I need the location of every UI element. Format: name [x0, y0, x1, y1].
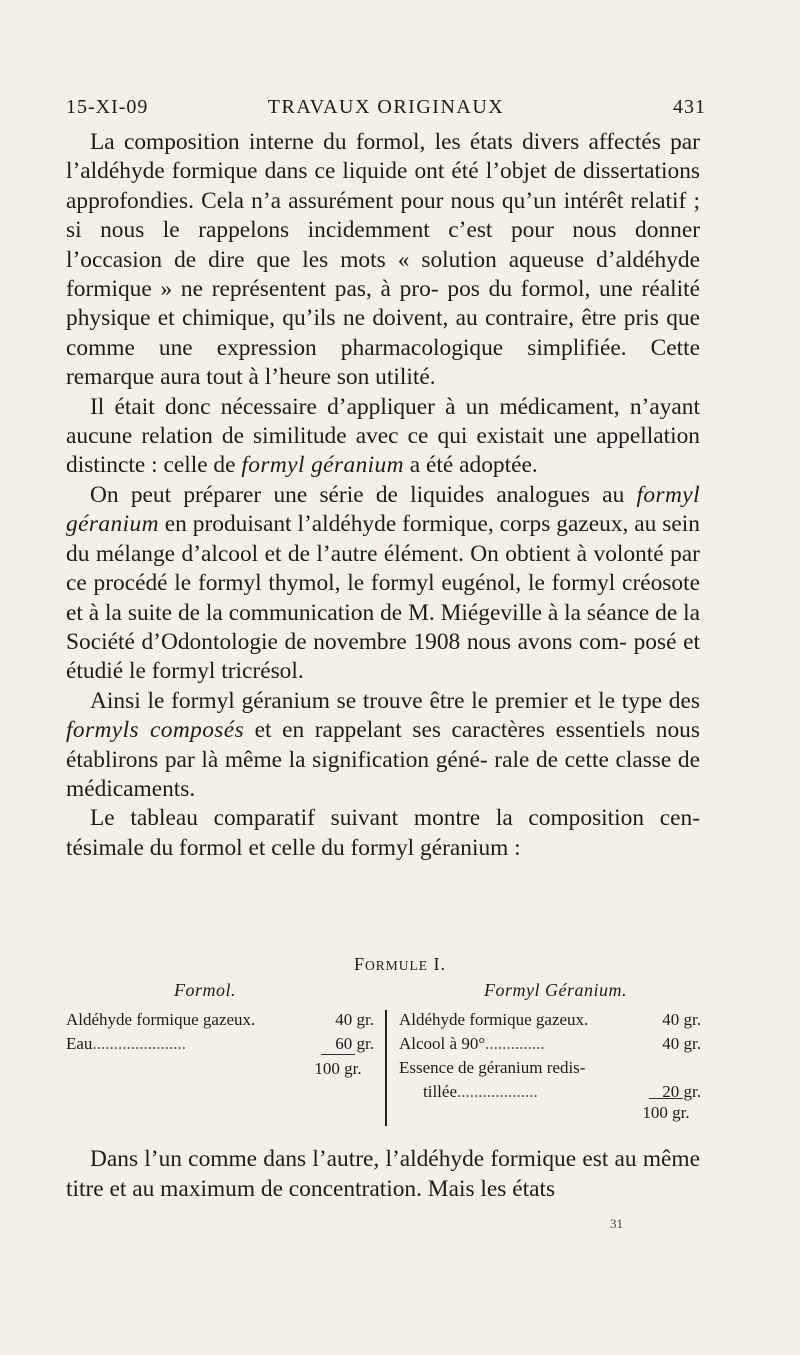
text-line: essentiels nous établirons par là même la signification géné- [66, 717, 700, 773]
text-line: type des [621, 687, 700, 714]
paragraph-5 [66, 804, 700, 863]
text-line: dissertations approfondies. Cela n’a assurément pour nous [66, 158, 700, 214]
text-line: pos du formol, une réalité physique et chimique, qu’ils ne [66, 276, 700, 332]
ingredient-value: 40 gr. [335, 1010, 374, 1029]
text-line: Le tableau comparatif suivant montre la composition cen- [90, 805, 700, 832]
text-line: rale de cette classe de médicaments. [66, 746, 701, 802]
text-line: élément. On obtient à volonté par ce procédé le formyl [66, 540, 700, 597]
paragraph-1 [66, 128, 700, 393]
formula-title-number: I. [433, 954, 446, 974]
formula-title-initial: F [353, 954, 365, 974]
header-date: 15-XI-09 [66, 96, 149, 118]
table-row [399, 1032, 701, 1056]
text-line: Ainsi le formyl géranium se trouve être le premier et le [90, 687, 615, 714]
ingredient-value: 60 gr. [335, 1034, 374, 1053]
total-value: 100 gr. [314, 1059, 362, 1078]
leader-dots: ...................... [92, 1034, 186, 1053]
paragraph-3 [66, 481, 700, 687]
table-row [66, 1008, 374, 1032]
text-line: en produisant l’aldéhyde formique, [158, 511, 494, 538]
paragraph-2 [66, 393, 700, 481]
total-rule [321, 1054, 355, 1055]
header-title: TRAVAUX ORIGINAUX [267, 96, 505, 118]
text-line: de la communication de M. Miégeville à la séance de la [177, 599, 700, 626]
text-line: adoptée. [459, 452, 538, 479]
leader-dots: .............. [485, 1034, 545, 1053]
text-line: même titre et au maximum de concentration. Mais les états [66, 1146, 700, 1202]
italic-term: formyl géranium [241, 452, 404, 479]
text-line: pharmacologique simplifiée. Cette remarque aura tout à [66, 334, 700, 391]
text-line: tésimale du formol et celle du formyl géranium : [66, 834, 521, 861]
ingredient-label: Aldéhyde formique gazeux. [399, 1010, 589, 1029]
text-line: par l’aldéhyde formique dans ce liquide ont été l’objet de [66, 129, 700, 185]
running-header [66, 96, 706, 126]
ingredient-label: Eau [66, 1034, 93, 1053]
ingredient-value: 20 gr. [662, 1082, 701, 1101]
total-rule [649, 1098, 683, 1099]
ingredient-label: Essence de géranium redis- [399, 1058, 586, 1077]
italic-term: formyls composés [66, 717, 245, 744]
text-line: qu’un intérêt relatif ; si nous le rappelons incidemment c’est [66, 187, 700, 244]
ingredient-value: 40 gr. [662, 1034, 701, 1053]
table-row [399, 1056, 701, 1080]
leader-dots: ................... [456, 1082, 538, 1101]
text-line: On peut préparer une série de liquides analogues au [90, 481, 625, 508]
text-line: Dans l’un comme dans l’autre, l’aldéhyde formique est au [90, 1146, 637, 1172]
ingredient-label: Aldéhyde formique gazeux. [66, 1010, 256, 1029]
text-line: a été [403, 452, 454, 479]
ingredient-label: Alcool à 90° [399, 1034, 486, 1053]
italic-term: formyl géranium [66, 481, 700, 538]
geranium-total [630, 1098, 702, 1123]
paragraph-4 [66, 687, 700, 805]
geranium-heading: Formyl Géranium. [484, 980, 627, 1000]
text-line: corps gazeux, au sein du mélange d’alcool et de l’autre [66, 511, 700, 567]
text-line: n’ayant aucune relation de similitude avec ce qui existait [66, 393, 700, 450]
text-line: posé et étudié le formyl tricrésol. [66, 628, 700, 685]
header-page-number: 431 [673, 96, 706, 118]
text-line: et en rappelant ses caractères [244, 717, 545, 744]
closing-paragraph [66, 1144, 700, 1204]
text-line: Société d’Odontologie de novembre 1908 nous avons com- [66, 628, 627, 655]
text-line: une appellation distincte : celle de [66, 423, 701, 479]
text-line: Il était donc nécessaire d’appliquer à un médicament, [90, 393, 620, 420]
paragraph-6 [66, 1144, 700, 1204]
text-line: thymol, le formyl eugénol, le formyl créosote et à la suite [66, 570, 700, 626]
total-value: 100 gr. [642, 1103, 690, 1122]
body-text [66, 128, 700, 863]
ingredient-value: 40 gr. [662, 1010, 701, 1029]
text-line: La composition interne du formol, les états divers affectés [90, 129, 661, 155]
text-line: aqueuse d’aldéhyde formique » ne représentent pas, à pro- [66, 246, 700, 303]
ingredient-label: tillée [423, 1082, 457, 1101]
table-row [66, 1032, 374, 1056]
text-line: pour nous donner l’occasion de dire que les mots « solution [66, 217, 700, 273]
text-line: doivent, au contraire, être pris que comme une expression [66, 305, 700, 361]
formol-total [302, 1054, 374, 1079]
formol-column [66, 1008, 374, 1056]
geranium-column [399, 1008, 701, 1104]
table-row [399, 1008, 701, 1032]
formol-heading: Formol. [174, 980, 236, 1000]
text-line: l’heure son utilité. [264, 364, 436, 391]
formula-title-rest: ORMULE [365, 958, 428, 973]
signature-mark: 31 [610, 1216, 623, 1231]
formula-title [0, 954, 800, 975]
column-divider [385, 1010, 387, 1126]
